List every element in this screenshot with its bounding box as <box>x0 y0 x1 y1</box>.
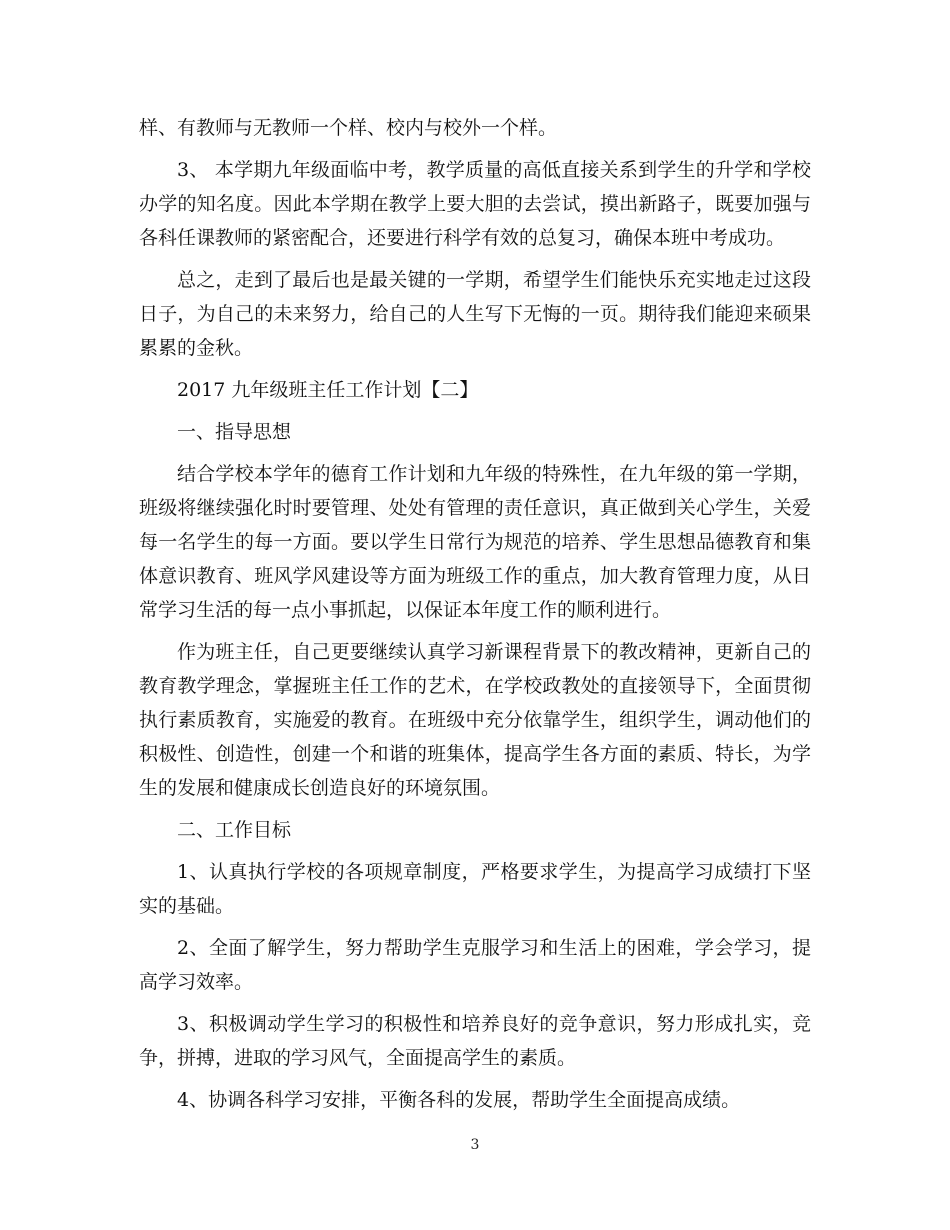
heading-guiding-ideology: 一、指导思想 <box>177 421 292 443</box>
list-item-goal-4: 4、协调各科学习安排，平衡各科的发展，帮助学生全面提高成绩。 <box>177 1089 741 1111</box>
heading-work-goals: 二、工作目标 <box>177 819 292 841</box>
document-body <box>139 111 811 1125</box>
list-item-goal-2: 2、全面了解学生，努力帮助学生克服学习和生活上的困难，学会学习，提高学习效率。 <box>139 937 811 993</box>
paragraph-guiding-ideology: 结合学校本学年的德育工作计划和九年级的特殊性，在九年级的第一学期，班级将继续强化时时要管理、处处有管理的责任意识，真正做到关心学生，关爱每一名学生的每一方面。要以学生日常行为规范的培养、学生思想品德教育和集体意识教育、班风学风建设等方面为班级工作的重点，加大教育管理力度，从日常学习生活的每一点小事抓起，以保证本年度工作的顺利进行。 <box>139 463 811 621</box>
list-item-goal-3: 3、积极调动学生学习的积极性和培养良好的竞争意识，努力形成扎实，竞争，拼搏，进取的学习风气，全面提高学生的素质。 <box>139 1013 811 1069</box>
section-title: 2017 九年级班主任工作计划【二】 <box>177 379 479 401</box>
paragraph-conclusion: 总之，走到了最后也是最关键的一学期，希望学生们能快乐充实地走过这段日子，为自己的未来努力，给自己的人生写下无悔的一页。期待我们能迎来硕果累累的金秋。 <box>139 269 811 359</box>
paragraph-head-teacher-role: 作为班主任，自己更要继续认真学习新课程背景下的教改精神，更新自己的教育教学理念，掌握班主任工作的艺术，在学校政教处的直接领导下，全面贯彻执行素质教育，实施爱的教育。在班级中充分依靠学生，组织学生，调动他们的积极性、创造性，创建一个和谐的班集体，提高学生各方面的素质、特长，为学生的发展和健康成长创造良好的环境氛围。 <box>139 641 811 799</box>
paragraph-continuation: 样、有教师与无教师一个样、校内与校外一个样。 <box>139 117 558 139</box>
page-number: 3 <box>470 1137 480 1153</box>
paragraph-item-3-exam: 3、 本学期九年级面临中考，教学质量的高低直接关系到学生的升学和学校办学的知名度。因此本学期在教学上要大胆的去尝试，摸出新路子，既要加强与各科任课教师的紧密配合，还要进行科学有效的总复习，确保本班中考成功。 <box>139 159 811 249</box>
list-item-goal-1: 1、认真执行学校的各项规章制度，严格要求学生，为提高学习成绩打下坚实的基础。 <box>139 861 811 917</box>
